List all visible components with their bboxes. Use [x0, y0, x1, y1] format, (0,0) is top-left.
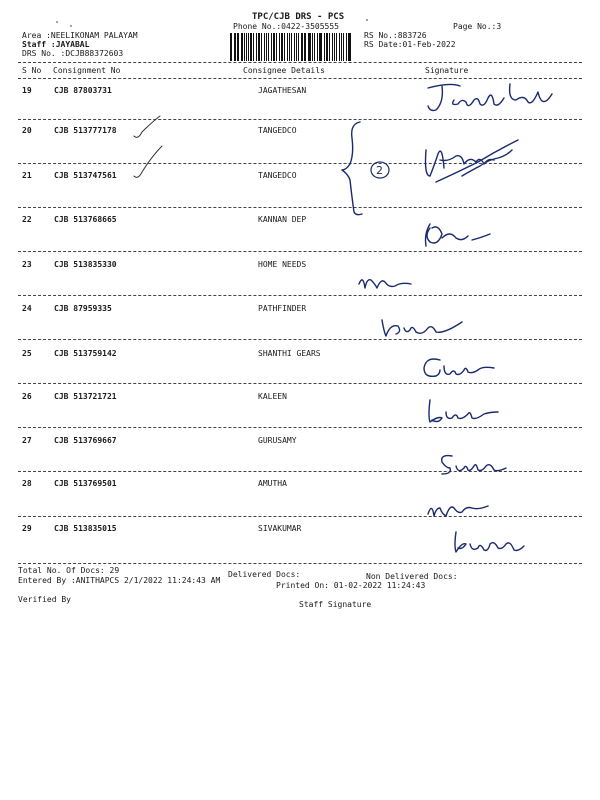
signature-row-29: [450, 528, 530, 558]
divider: [18, 78, 582, 79]
row-consignee: PATHFINDER: [258, 304, 307, 313]
row-sno: 25: [22, 349, 32, 358]
row-divider: [18, 251, 582, 252]
row-consignee: TANGEDCO: [258, 126, 297, 135]
barcode-bar: [253, 33, 255, 61]
row-consignee: AMUTHA: [258, 479, 287, 488]
barcode-bar: [264, 33, 265, 61]
row-sno: 23: [22, 260, 32, 269]
non-delivered-docs: Non Delivered Docs:: [366, 572, 458, 581]
barcode-bar: [256, 33, 257, 61]
row-sno: 29: [22, 524, 32, 533]
row-sno: 21: [22, 171, 32, 180]
barcode-bar: [336, 33, 337, 61]
barcode-bar: [271, 33, 272, 61]
staff-field: Staff :JAYABAL: [22, 40, 90, 49]
signature-row-28: [424, 494, 494, 524]
row-sno: 27: [22, 436, 32, 445]
barcode-bar: [326, 33, 328, 61]
barcode-bar: [281, 33, 283, 61]
column-header-consignment: Consignment No: [53, 66, 121, 75]
barcode-bar: [319, 33, 320, 61]
row-consignment: CJB 513759142: [54, 349, 117, 358]
row-consignment: CJB 513835015: [54, 524, 117, 533]
row-divider: [18, 516, 582, 517]
barcode-bar: [258, 33, 260, 61]
row-divider: [18, 339, 582, 340]
barcode-bar: [289, 33, 291, 61]
barcode-bar: [320, 33, 322, 61]
row-sno: 26: [22, 392, 32, 401]
column-header-signature: Signature: [425, 66, 469, 75]
barcode-bar: [266, 33, 268, 61]
circled-mark: [368, 158, 392, 182]
rs-date: RS Date:01-Feb-2022: [364, 40, 456, 49]
row-consignee: JAGATHESAN: [258, 86, 307, 95]
row-divider: [18, 427, 582, 428]
signature-row-27: [436, 448, 516, 478]
signature-row-26: [424, 396, 504, 426]
barcode-bar: [237, 33, 239, 61]
row-consignee: KANNAN DEP: [258, 215, 307, 224]
barcode-bar: [294, 33, 295, 61]
barcode-bar: [308, 33, 310, 61]
barcode-bar: [317, 33, 318, 61]
barcode-bar: [346, 33, 348, 61]
barcode-bar: [312, 33, 314, 61]
phone-number: Phone No.:0422-3505555: [233, 22, 339, 31]
row-sno: 28: [22, 479, 32, 488]
signature-row-19: [420, 80, 570, 120]
barcode-bar: [273, 33, 275, 61]
row-divider: [18, 383, 582, 384]
row-consignee: GURUSAMY: [258, 436, 297, 445]
barcode-bar: [241, 33, 243, 61]
row-divider: [18, 295, 582, 296]
barcode-bar: [341, 33, 342, 61]
divider: [18, 62, 582, 63]
barcode: [230, 33, 352, 61]
column-header-consignee: Consignee Details: [243, 66, 325, 75]
signature-row-24: [378, 312, 468, 340]
scan-speck: [70, 25, 72, 27]
divider: [18, 563, 582, 564]
barcode-bar: [329, 33, 330, 61]
row-consignment: CJB 513768665: [54, 215, 117, 224]
barcode-bar: [284, 33, 285, 61]
rs-number: RS No.:883726: [364, 31, 427, 40]
drs-number: DRS No. :DCJB88372603: [22, 49, 124, 58]
row-consignment: CJB 513835330: [54, 260, 117, 269]
row-consignment: CJB 87959335: [54, 304, 112, 313]
total-docs: Total No. Of Docs: 29: [18, 566, 120, 575]
area-field: Area :NEELIKONAM PALAYAM: [22, 31, 138, 40]
row-sno: 22: [22, 215, 32, 224]
row-consignee: SHANTHI GEARS: [258, 349, 321, 358]
scan-speck: [56, 21, 58, 23]
document-title: TPC/CJB DRS - PCS: [252, 12, 345, 22]
row-consignment: CJB 513769501: [54, 479, 117, 488]
barcode-bar: [279, 33, 280, 61]
barcode-bar: [343, 33, 344, 61]
page-number: Page No.:3: [453, 22, 502, 31]
barcode-bar: [235, 33, 236, 61]
barcode-bar: [314, 33, 315, 61]
barcode-bar: [296, 33, 297, 61]
barcode-bar: [305, 33, 306, 61]
barcode-bar: [304, 33, 305, 61]
column-header-sno: S No: [22, 66, 42, 75]
barcode-bar: [248, 33, 249, 61]
barcode-bar: [339, 33, 341, 61]
staff-signature: Staff Signature: [299, 600, 372, 609]
row-consignee: SIVAKUMAR: [258, 524, 302, 533]
barcode-bar: [276, 33, 278, 61]
barcode-bar: [287, 33, 288, 61]
row-consignee: KALEEN: [258, 392, 287, 401]
delivered-docs: Delivered Docs:: [228, 570, 301, 579]
row-consignee: HOME NEEDS: [258, 260, 307, 269]
barcode-bar: [291, 33, 292, 61]
row-consignment: CJB 513747561: [54, 171, 117, 180]
row-consignment: CJB 513777178: [54, 126, 117, 135]
scan-speck: [366, 19, 368, 21]
row-consignment: CJB 87803731: [54, 86, 112, 95]
signature-row-20-21: [418, 136, 528, 188]
barcode-bar: [244, 33, 245, 61]
barcode-bar: [301, 33, 303, 61]
signature-row-23: [355, 270, 415, 294]
barcode-bar: [268, 33, 269, 61]
row-sno: 20: [22, 126, 32, 135]
barcode-bar: [348, 33, 350, 61]
printed-on: Printed On: 01-02-2022 11:24:43: [276, 581, 426, 590]
row-consignment: CJB 513769667: [54, 436, 117, 445]
row-sno: 19: [22, 86, 32, 95]
barcode-bar: [332, 33, 333, 61]
barcode-bar: [334, 33, 336, 61]
circled-mark-text: 2: [376, 164, 383, 177]
barcode-bar: [250, 33, 252, 61]
barcode-bar: [324, 33, 325, 61]
signature-row-22: [420, 220, 500, 250]
entered-by: Entered By :ANITHAPCS 2/1/2022 11:24:43 AM: [18, 576, 221, 585]
verified-by: Verified By: [18, 595, 71, 604]
barcode-bar: [234, 33, 235, 61]
barcode-bar: [261, 33, 262, 61]
barcode-bar: [230, 33, 232, 61]
barcode-bar: [246, 33, 247, 61]
signature-row-25: [420, 352, 500, 382]
tick-mark: [128, 116, 168, 186]
row-sno: 24: [22, 304, 32, 313]
row-consignee: TANGEDCO: [258, 171, 297, 180]
row-consignment: CJB 513721721: [54, 392, 117, 401]
row-divider: [18, 207, 582, 208]
barcode-bar: [298, 33, 300, 61]
